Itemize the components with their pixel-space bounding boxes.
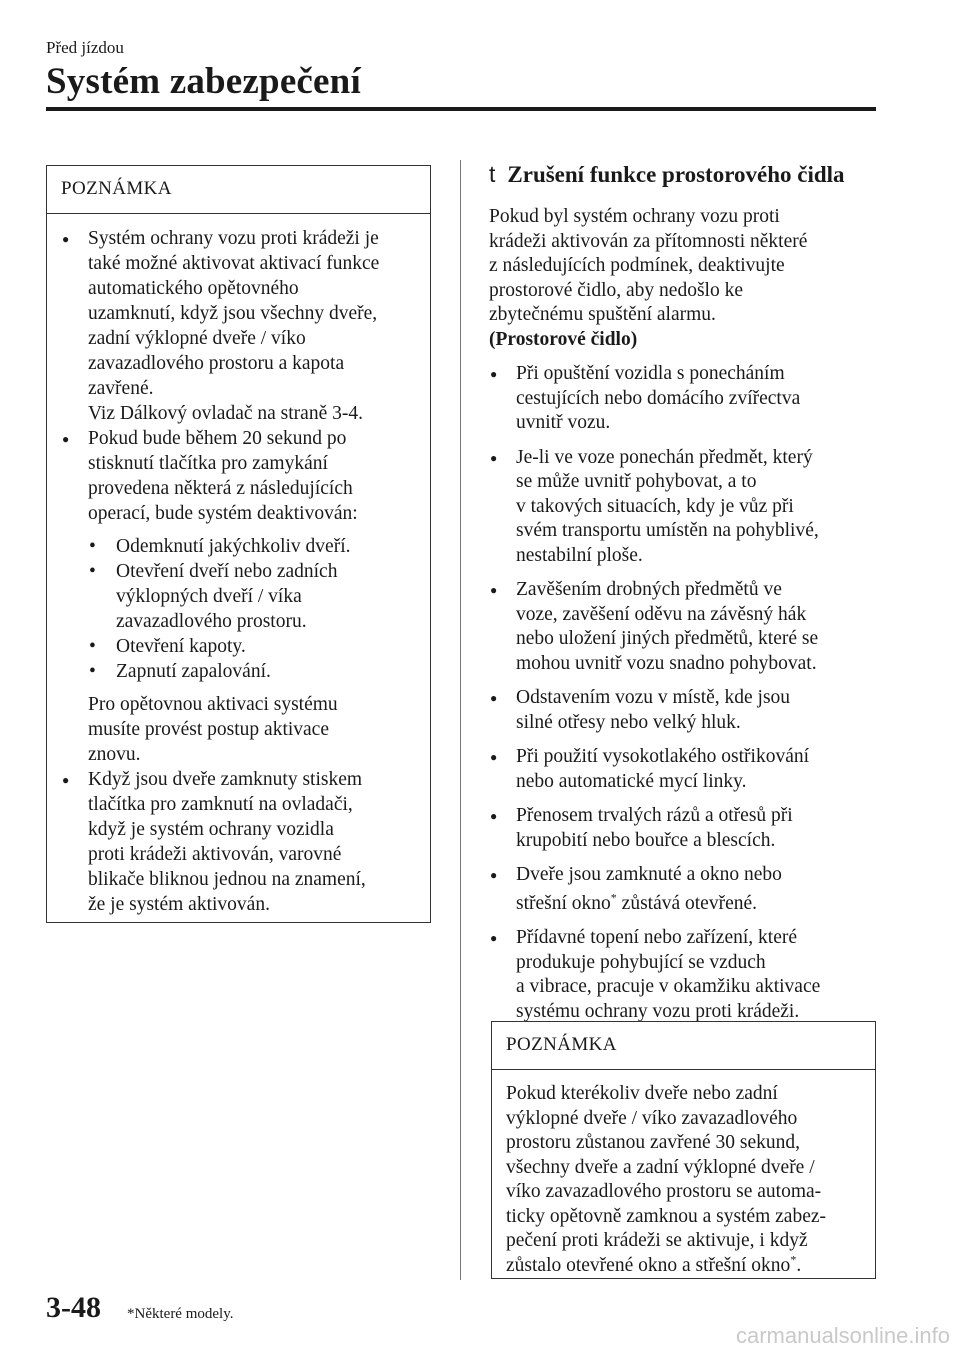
text-line: stisknutí tlačítka pro zamykání: [88, 453, 328, 474]
list-item: ● Při opuštění vozidla s ponecháním cestujících nebo domácího zvířectva uvnitř vozu.: [489, 362, 884, 436]
footnote-asterisk: *: [790, 1252, 797, 1266]
section-intro: Pokud byl systém ochrany vozu proti krádeži aktivován za přítomnosti některé z následujících podmínek, deaktivujte prostorové čidlo, aby nedošlo ke zbytečnému spuštění alarmu.: [489, 206, 808, 325]
note-heading: POZNÁMKA: [492, 1022, 875, 1070]
text-line: ● Když jsou dveře zamknuty stiskem: [88, 769, 363, 790]
column-divider: [460, 160, 461, 1280]
sub-list-item: • Otevření dveří nebo zadních výklopných dveří / víka zavazadlového prostoru.: [88, 559, 416, 634]
text-line: zadní výklopné dveře / víko: [88, 328, 306, 349]
text-line: blikače bliknou jednou na znamení,: [88, 869, 366, 890]
note-body: Pokud kterékoliv dveře nebo zadní výklopné dveře / víko zavazadlového prostoru zůstanou zavřené 30 sekund, všechny dveře a zadní výklopné dveře / víko zavazadlového prostoru se automa- ticky opětovně zamknou a systém zabez- pečení proti krádeži se aktivuje, i když zůstalo otevřené okno a střešní okno*.: [506, 1083, 827, 1276]
list-item: ● Přenosem trvalých rázů a otřesů při krupobití nebo bouřce a blescích.: [489, 804, 884, 853]
sub-list: [88, 534, 416, 684]
list-item: ● Přídavné topení nebo zařízení, které produkuje pohybující se vzduch a vibrace, pracuje v okamžiku aktivace systému ochrany vozu proti krádeži.: [489, 926, 884, 1024]
text-line: uzamknutí, když jsou všechny dveře,: [88, 303, 378, 324]
list-item: [61, 767, 416, 917]
text-line: automatického opětovného: [88, 278, 299, 299]
text-line: ● Systém ochrany vozu proti krádeži je: [88, 228, 379, 249]
list-item: ● Je-li ve voze ponechán předmět, který se může uvnitř pohybovat, a to v takových situacích, kdy je vůz při svém transportu umístěn na pohyblivé, nestabilní ploše.: [489, 446, 884, 569]
sub-list-item: • Odemknutí jakýchkoliv dveří.: [88, 534, 416, 559]
page-title: Systém zabezpečení: [46, 61, 361, 102]
text-line: Viz Dálkový ovladač na straně 3-4.: [88, 403, 363, 424]
footnote: *Některé modely.: [127, 1306, 234, 1322]
section-title: t Zrušení funkce prostorového čidla: [489, 161, 845, 187]
list-item: ● Zavěšením drobných předmětů ve voze, zavěšení oděvu na závěsný hák nebo uložení jiných předmětů, které se mohou uvnitř vozu snadno pohybovat.: [489, 578, 884, 676]
note-box-right: [491, 1021, 876, 1279]
right-column: [489, 160, 884, 1034]
list-item: ● Při použití vysokotlakého ostřikování nebo automatické mycí linky.: [489, 745, 884, 794]
watermark: carmanualsonline.info: [735, 1323, 950, 1348]
list-item: [61, 426, 416, 767]
list-item: ● Dveře jsou zamknuté a okno nebo střešní okno* zůstává otevřené.: [489, 863, 884, 916]
text-line: také možné aktivovat aktivací funkce: [88, 253, 380, 274]
sub-list-item: • Zapnutí zapalování.: [88, 659, 416, 684]
note-body: [47, 214, 430, 931]
chapter-label: Před jízdou: [46, 38, 124, 57]
note-list: [61, 226, 416, 917]
text-line: proti krádeži aktivován, varovné: [88, 844, 342, 865]
text-line: provedena některá z následujících: [88, 478, 353, 499]
text-line: ● Pokud bude během 20 sekund po: [88, 428, 347, 449]
footnote-asterisk: *: [610, 890, 617, 904]
list-item: ● Odstavením vozu v místě, kde jsou silné otřesy nebo velký hluk.: [489, 686, 884, 735]
reactivation-note: Pro opětovnou aktivaci systému musíte provést postup aktivace znovu.: [88, 694, 338, 765]
title-divider: [46, 107, 876, 111]
section-marker: t: [489, 161, 496, 187]
note-heading: POZNÁMKA: [47, 166, 430, 214]
text-line: zavazadlového prostoru a kapota: [88, 353, 345, 374]
text-line: zavřené.: [88, 378, 154, 399]
text-line: tlačítka pro zamknutí na ovladači,: [88, 794, 353, 815]
sub-list-item: • Otevření kapoty.: [88, 634, 416, 659]
text-line: že je systém aktivován.: [88, 894, 270, 915]
conditions-list: [489, 362, 884, 1024]
section-subheading: (Prostorové čidlo): [489, 328, 638, 350]
text-line: když je systém ochrany vozidla: [88, 819, 334, 840]
note-box-left: [46, 165, 431, 923]
list-item: [61, 226, 416, 426]
text-line: operací, bude systém deaktivován:: [88, 503, 358, 524]
page-number: 3-48: [46, 1291, 101, 1324]
